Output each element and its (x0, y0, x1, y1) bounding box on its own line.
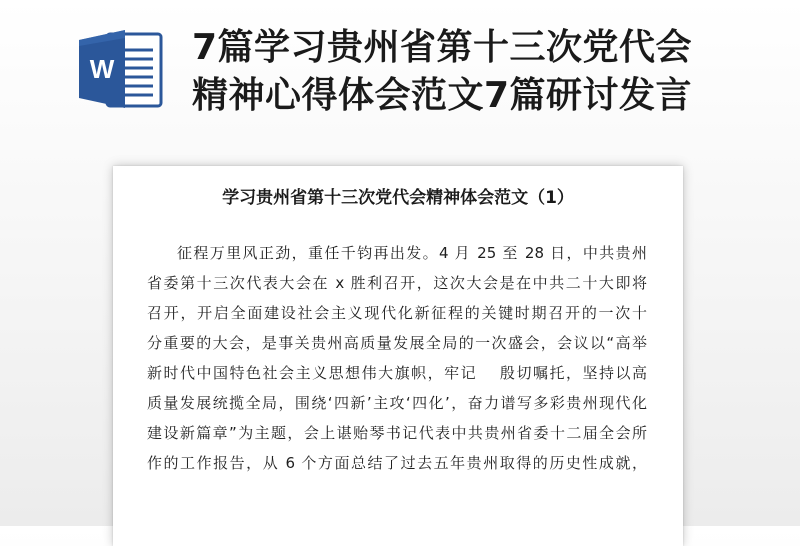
paragraph-line: 省委第十三次代表大会在 x 胜利召开，这次大会是在中共二十大即将 (147, 274, 647, 292)
document-heading: 学习贵州省第十三次党代会精神体会范文（1） (222, 188, 574, 208)
paragraph-line: 分重要的大会，是事关贵州高质量发展全局的一次盛会，会议以“高举 (147, 334, 647, 352)
paragraph-line: 征程万里风正劲，重任千钧再出发。4 月 25 至 28 日，中共贵州 (177, 244, 647, 262)
paragraph-line: 召开，开启全面建设社会主义现代化新征程的关键时期召开的一次十 (147, 304, 647, 322)
page-title (192, 24, 752, 120)
svg-text:W: W (89, 54, 115, 84)
word-document-icon (77, 28, 165, 110)
title-line: 7篇学习贵州省第十三次党代会 (192, 27, 693, 68)
document-body (147, 238, 647, 478)
paragraph-line: 作的工作报告，从 6 个方面总结了过去五年贵州取得的历史性成就， (147, 454, 647, 472)
header-banner (0, 0, 800, 140)
title-line: 精神心得体会范文7篇研讨发言 (192, 75, 693, 116)
paragraph-line: 质量发展统揽全局，围绕‘四新’主攻‘四化’，奋力谱写多彩贵州现代化 (147, 394, 647, 412)
paragraph-line: 建设新篇章”为主题，会上谌贻琴书记代表中共贵州省委十二届全会所 (147, 424, 647, 442)
paragraph-line: 新时代中国特色社会主义思想伟大旗帜，牢记 殷切嘱托，坚持以高 (147, 364, 647, 382)
document-page (113, 166, 683, 546)
